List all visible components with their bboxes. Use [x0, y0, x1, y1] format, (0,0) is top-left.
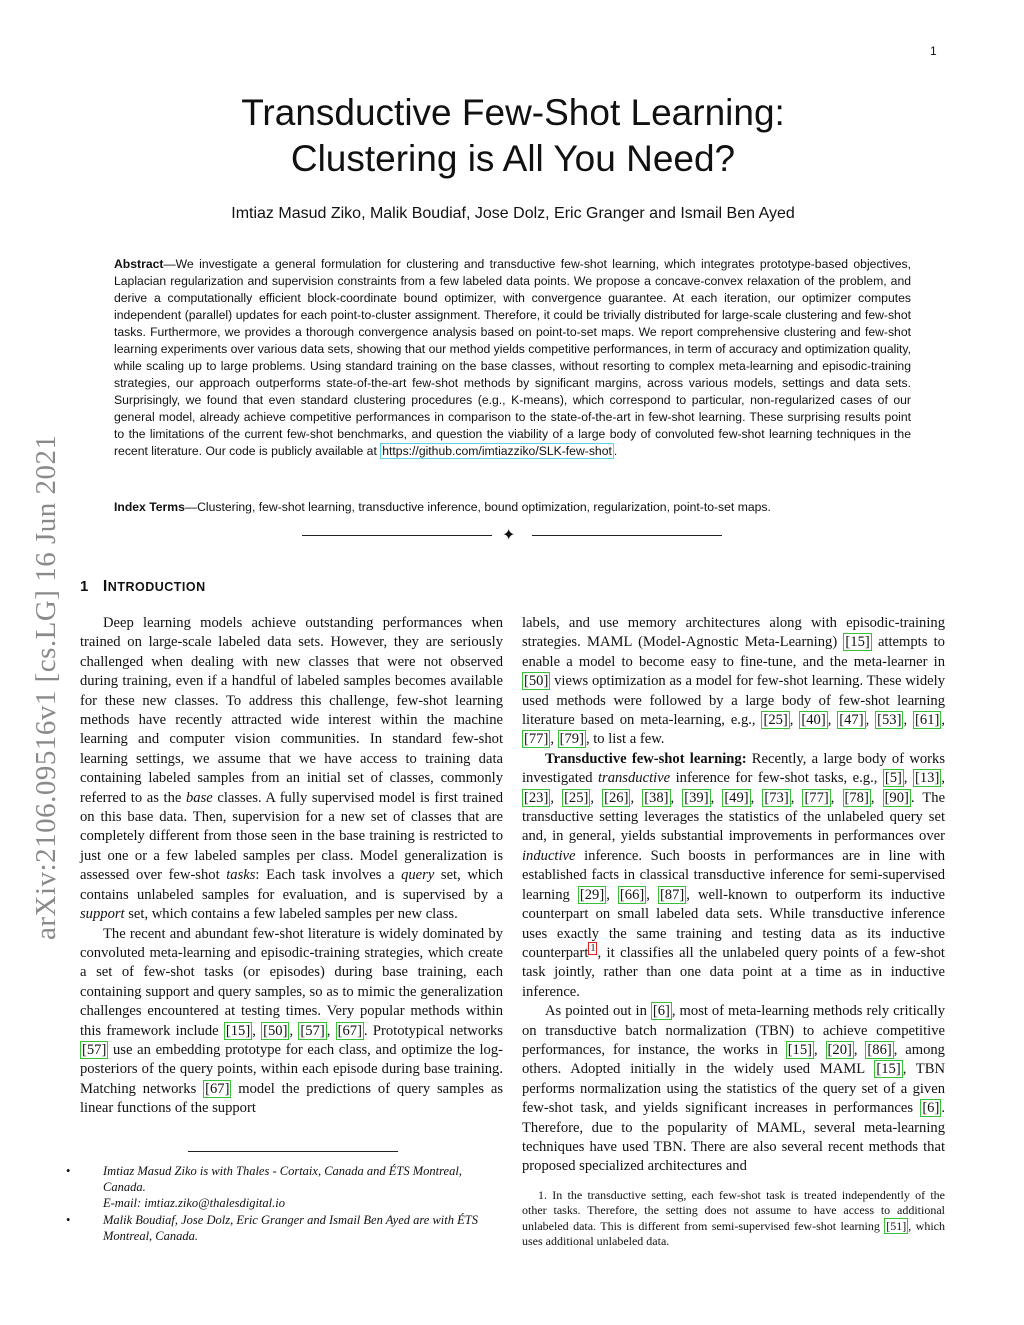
- section-separator: [302, 526, 722, 546]
- citation-link[interactable]: [57]: [82, 1041, 107, 1058]
- citation-link[interactable]: [49]: [724, 789, 749, 806]
- citation-link[interactable]: [15]: [787, 1041, 813, 1058]
- paragraph: As pointed out in [6] , most of meta-learning methods rely critically on transductive batch normalization (TBN) to achieve competitive performances, for instance, the works in [15] , [20] , [86] , among others. Adopted initially in the widely used MAML [15] , TBN performs normalization using the statistics of the query set of a given few-shot task, and yields significant increases in performances [6] . Therefore, due to the popularity of MAML, several meta-learning techniques have used TBN. There are also several recent methods that proposed specialized architectures and: [522, 1003, 945, 1175]
- citation-link[interactable]: [6]: [652, 1003, 670, 1020]
- citation-link[interactable]: [50]: [524, 673, 549, 690]
- citation-link[interactable]: [6]: [922, 1100, 940, 1117]
- body-column-right: [522, 614, 945, 1177]
- citation-link[interactable]: [40]: [801, 712, 826, 729]
- footnote-item: • Imtiaz Masud Ziko is with Thales - Cortaix, Canada and ÉTS Montreal, Canada. E-mail: imtiaz.ziko@thalesdigital.io: [66, 1164, 462, 1210]
- citation-link[interactable]: [57]: [300, 1022, 325, 1039]
- body-column-left: [80, 614, 503, 1119]
- page-number: 1: [930, 44, 937, 58]
- title-line-2: Clustering is All You Need?: [290, 138, 736, 179]
- citation-link[interactable]: [61]: [915, 712, 940, 729]
- citation-link[interactable]: [78]: [844, 789, 869, 806]
- citation-link[interactable]: [5]: [884, 770, 902, 787]
- citation-link[interactable]: [39]: [684, 789, 709, 806]
- separator-line-right: [532, 535, 722, 536]
- citation-link[interactable]: [15]: [876, 1061, 901, 1078]
- citation-link[interactable]: [15]: [845, 634, 870, 651]
- citation-link[interactable]: [20]: [827, 1041, 852, 1058]
- index-terms-label: Index Terms: [114, 500, 185, 514]
- citation-link[interactable]: [77]: [804, 789, 829, 806]
- citation-link[interactable]: [67]: [205, 1080, 230, 1097]
- citation-link[interactable]: [25]: [763, 712, 788, 729]
- citation-link[interactable]: [23]: [524, 789, 549, 806]
- citation-link[interactable]: [47]: [839, 712, 864, 729]
- citation-link[interactable]: [38]: [644, 789, 669, 806]
- separator-line-left: [302, 535, 492, 536]
- citation-link[interactable]: [87]: [659, 886, 685, 903]
- citation-link[interactable]: [67]: [337, 1022, 362, 1039]
- paragraph: Transductive few-shot learning: Recently, a large body of works investigated transductive inference for few-shot tasks, e.g., [5] , [13] , [23] , [25] , [26] , [38] , [39] , [49] , [73] , [77] , [78] , [90] . The transductive setting leverages the statistics of the unlabeled query set and, in general, yields substantial improvements in performances over inductive inference. Such boosts in performances are in line with established facts in classical transductive inference for semi-supervised learning [29] , [66] , [87] , well-known to outperform its inductive counterpart on small labeled data sets. While transductive inference uses exactly the same training and testing data as its inductive counterpart $^1$ , it classifies all the unlabeled query points of a few-shot task jointly, rather than one data point at a time as in inductive inference.: [522, 750, 946, 1000]
- citation-link[interactable]: [25]: [564, 789, 589, 806]
- footnote-item: • Malik Boudiaf, Jose Dolz, Eric Granger and Ismail Ben Ayed are with ÉTS Montreal, Canada.: [66, 1213, 478, 1243]
- abstract: Abstract—We investigate a general formulation for clustering and transductive few-shot learning, which integrates prototype-based objectives, Laplacian regularization and supervision constraints from a few labeled data points. We propose a concave-convex relaxation of the problem, and derive a computationally efficient block-coordinate bound optimizer, with convergence guarantee. At each iteration, our optimizer computes independent (parallel) updates for each point-to-cluster assignment. Therefore, it could be trivially distributed for large-scale clustering and few-shot tasks. Furthermore, we provides a thorough convergence analysis based on point-to-set maps. We report comprehensive clustering and few-shot learning experiments over various data sets, showing that our method yields competitive performances, in term of accuracy and optimization quality, while scaling up to large problems. Using standard training on the base classes, without resorting to complex meta-learning and episodic-training strategies, our approach outperforms state-of-the-art few-shot methods by significant margins, across various models, settings and data sets. Surprisingly, we found that even standard clustering procedures (e.g., K-means), which correspond to particular, non-regularized cases of our general model, already achieve competitive performances in comparison to the state-of-the-art in few-shot learning. These surprising results point to the limitations of the current few-shot benchmarks, and question the viability of a large body of convoluted few-shot learning techniques in the recent literature. Our code is publicly available at https://github.com/imtiazziko/SLK-few-shot .: [114, 257, 911, 458]
- citation-link[interactable]: [50]: [263, 1022, 288, 1039]
- section-number: 1: [80, 578, 89, 595]
- code-link[interactable]: https://github.com/imtiazziko/SLK-few-shot: [382, 444, 612, 458]
- arxiv-identifier: arXiv:2106.09516v1 [cs.LG] 16 Jun 2021: [30, 434, 62, 940]
- citation-link[interactable]: [51]: [886, 1218, 907, 1233]
- abstract-text: —We investigate a general formulation for clustering and transductive few-shot learning, which integrates prototype-based objectives, Laplacian regularization and supervision constraints from a few labeled data points. We propose a concave-convex relaxation of the problem, and derive a computationally efficient block-coordinate bound optimizer, with convergence guarantee. At each iteration, our optimizer computes independent (parallel) updates for each point-to-cluster assignment. Therefore, it could be trivially distributed for large-scale clustering and few-shot tasks. Furthermore, we provides a thorough convergence analysis based on point-to-set maps. We report comprehensive clustering and few-shot learning experiments over various data sets, showing that our method yields competitive performances, in term of accuracy and optimization quality, while scaling up to large problems. Using standard training on the base classes, without resorting to complex meta-learning and episodic-training strategies, our approach outperforms state-of-the-art few-shot methods by significant margins, across various models, settings and data sets. Surprisingly, we found that even standard clustering procedures (e.g., K-means), which correspond to particular, non-regularized cases of our general model, already achieve competitive performances in comparison to the state-of-the-art in few-shot learning. These surprising results point to the limitations of the current few-shot benchmarks, and question the viability of a large body of convoluted few-shot learning techniques in the recent literature. Our code is publicly available at: [114, 257, 911, 458]
- section-heading: 1 INTRODUCTION: [80, 578, 206, 595]
- separator-diamond-icon: ✦: [502, 527, 516, 544]
- citation-link[interactable]: [13]: [915, 770, 940, 787]
- abstract-label: Abstract: [114, 257, 164, 271]
- footnote-rule: [188, 1151, 398, 1152]
- paragraph: Deep learning models achieve outstanding performances when trained on large-scale labeled data sets. However, they are seriously challenged when dealing with new classes that were not observed during training, even if a handful of labeled samples becomes available for these new classes. To address this challenge, few-shot learning methods have recently attracted wide interest within the machine learning and computer vision communities. In standard few-shot learning settings, we assume that we have access to training data containing labeled samples from an initial set of classes, commonly referred to as the base classes. A fully supervised model is first trained on this base data. Then, supervision for a new set of classes that are completely different from those seen in the base training is restricted to just one or a few labeled samples per class. Model generalization is assessed over few-shot tasks: Each task involves a query set, which contains unlabeled samples for evaluation, and is supervised by a support set, which contains a few labeled samples per new class.: [80, 615, 504, 923]
- citation-link[interactable]: [90]: [884, 789, 909, 806]
- affiliation-footnotes: [66, 1163, 503, 1245]
- index-terms-text: —Clustering, few-shot learning, transductive inference, bound optimization, regularization, point-to-set maps.: [184, 500, 771, 514]
- citation-link[interactable]: [86]: [867, 1041, 892, 1058]
- footnote-1: 1. In the transductive setting, each few-shot task is treated independently of the other tasks. Therefore, the setting does not assume to have access to additional unlabeled data. This is different from semi-supervised few-shot learning [51] , which uses additional unlabeled data.: [522, 1188, 945, 1249]
- author-list: Imtiaz Masud Ziko, Malik Boudiaf, Jose Dolz, Eric Granger and Ismail Ben Ayed: [231, 205, 795, 222]
- title-line-1: Transductive Few-Shot Learning:: [241, 92, 785, 133]
- footnote-number: 1.: [538, 1188, 547, 1202]
- index-terms: [114, 500, 911, 514]
- citation-link[interactable]: [79]: [559, 731, 584, 748]
- paper-title: [120, 90, 906, 182]
- citation-link[interactable]: [26]: [604, 789, 629, 806]
- footnote-link[interactable]: 1: [590, 943, 596, 955]
- citation-link[interactable]: [29]: [579, 886, 605, 903]
- citation-link[interactable]: [73]: [764, 789, 789, 806]
- paragraph: labels, and use memory architectures along with episodic-training strategies. MAML (Model-Agnostic Meta-Learning) [15] attempts to enable a model to become easy to fine-tune, and the meta-learner in [50] views optimization as a model for few-shot learning. These widely used methods were followed by a large body of few-shot learning literature based on meta-learning, e.g., [25] , [40] , [47] , [53] , [61] , [77] , [79] , to list a few.: [522, 615, 946, 748]
- citation-link[interactable]: [77]: [524, 731, 549, 748]
- citation-link[interactable]: [15]: [225, 1022, 251, 1039]
- citation-link[interactable]: [53]: [877, 712, 902, 729]
- paragraph: The recent and abundant few-shot literature is widely dominated by convoluted meta-learning and episodic-training strategies, which create a set of few-shot tasks (or episodes) during base training, each containing support and query samples, so as to mimic the generalization challenges encountered at testing times. Very popular methods within this framework include [15] , [50] , [57] , [67] . Prototypical networks [57] use an embedding prototype for each class, and optimize the log-posteriors of the query points, within each episode during base training. Matching networks [67] model the predictions of query samples as linear functions of the support: [80, 925, 503, 1117]
- citation-link[interactable]: [66]: [619, 886, 645, 903]
